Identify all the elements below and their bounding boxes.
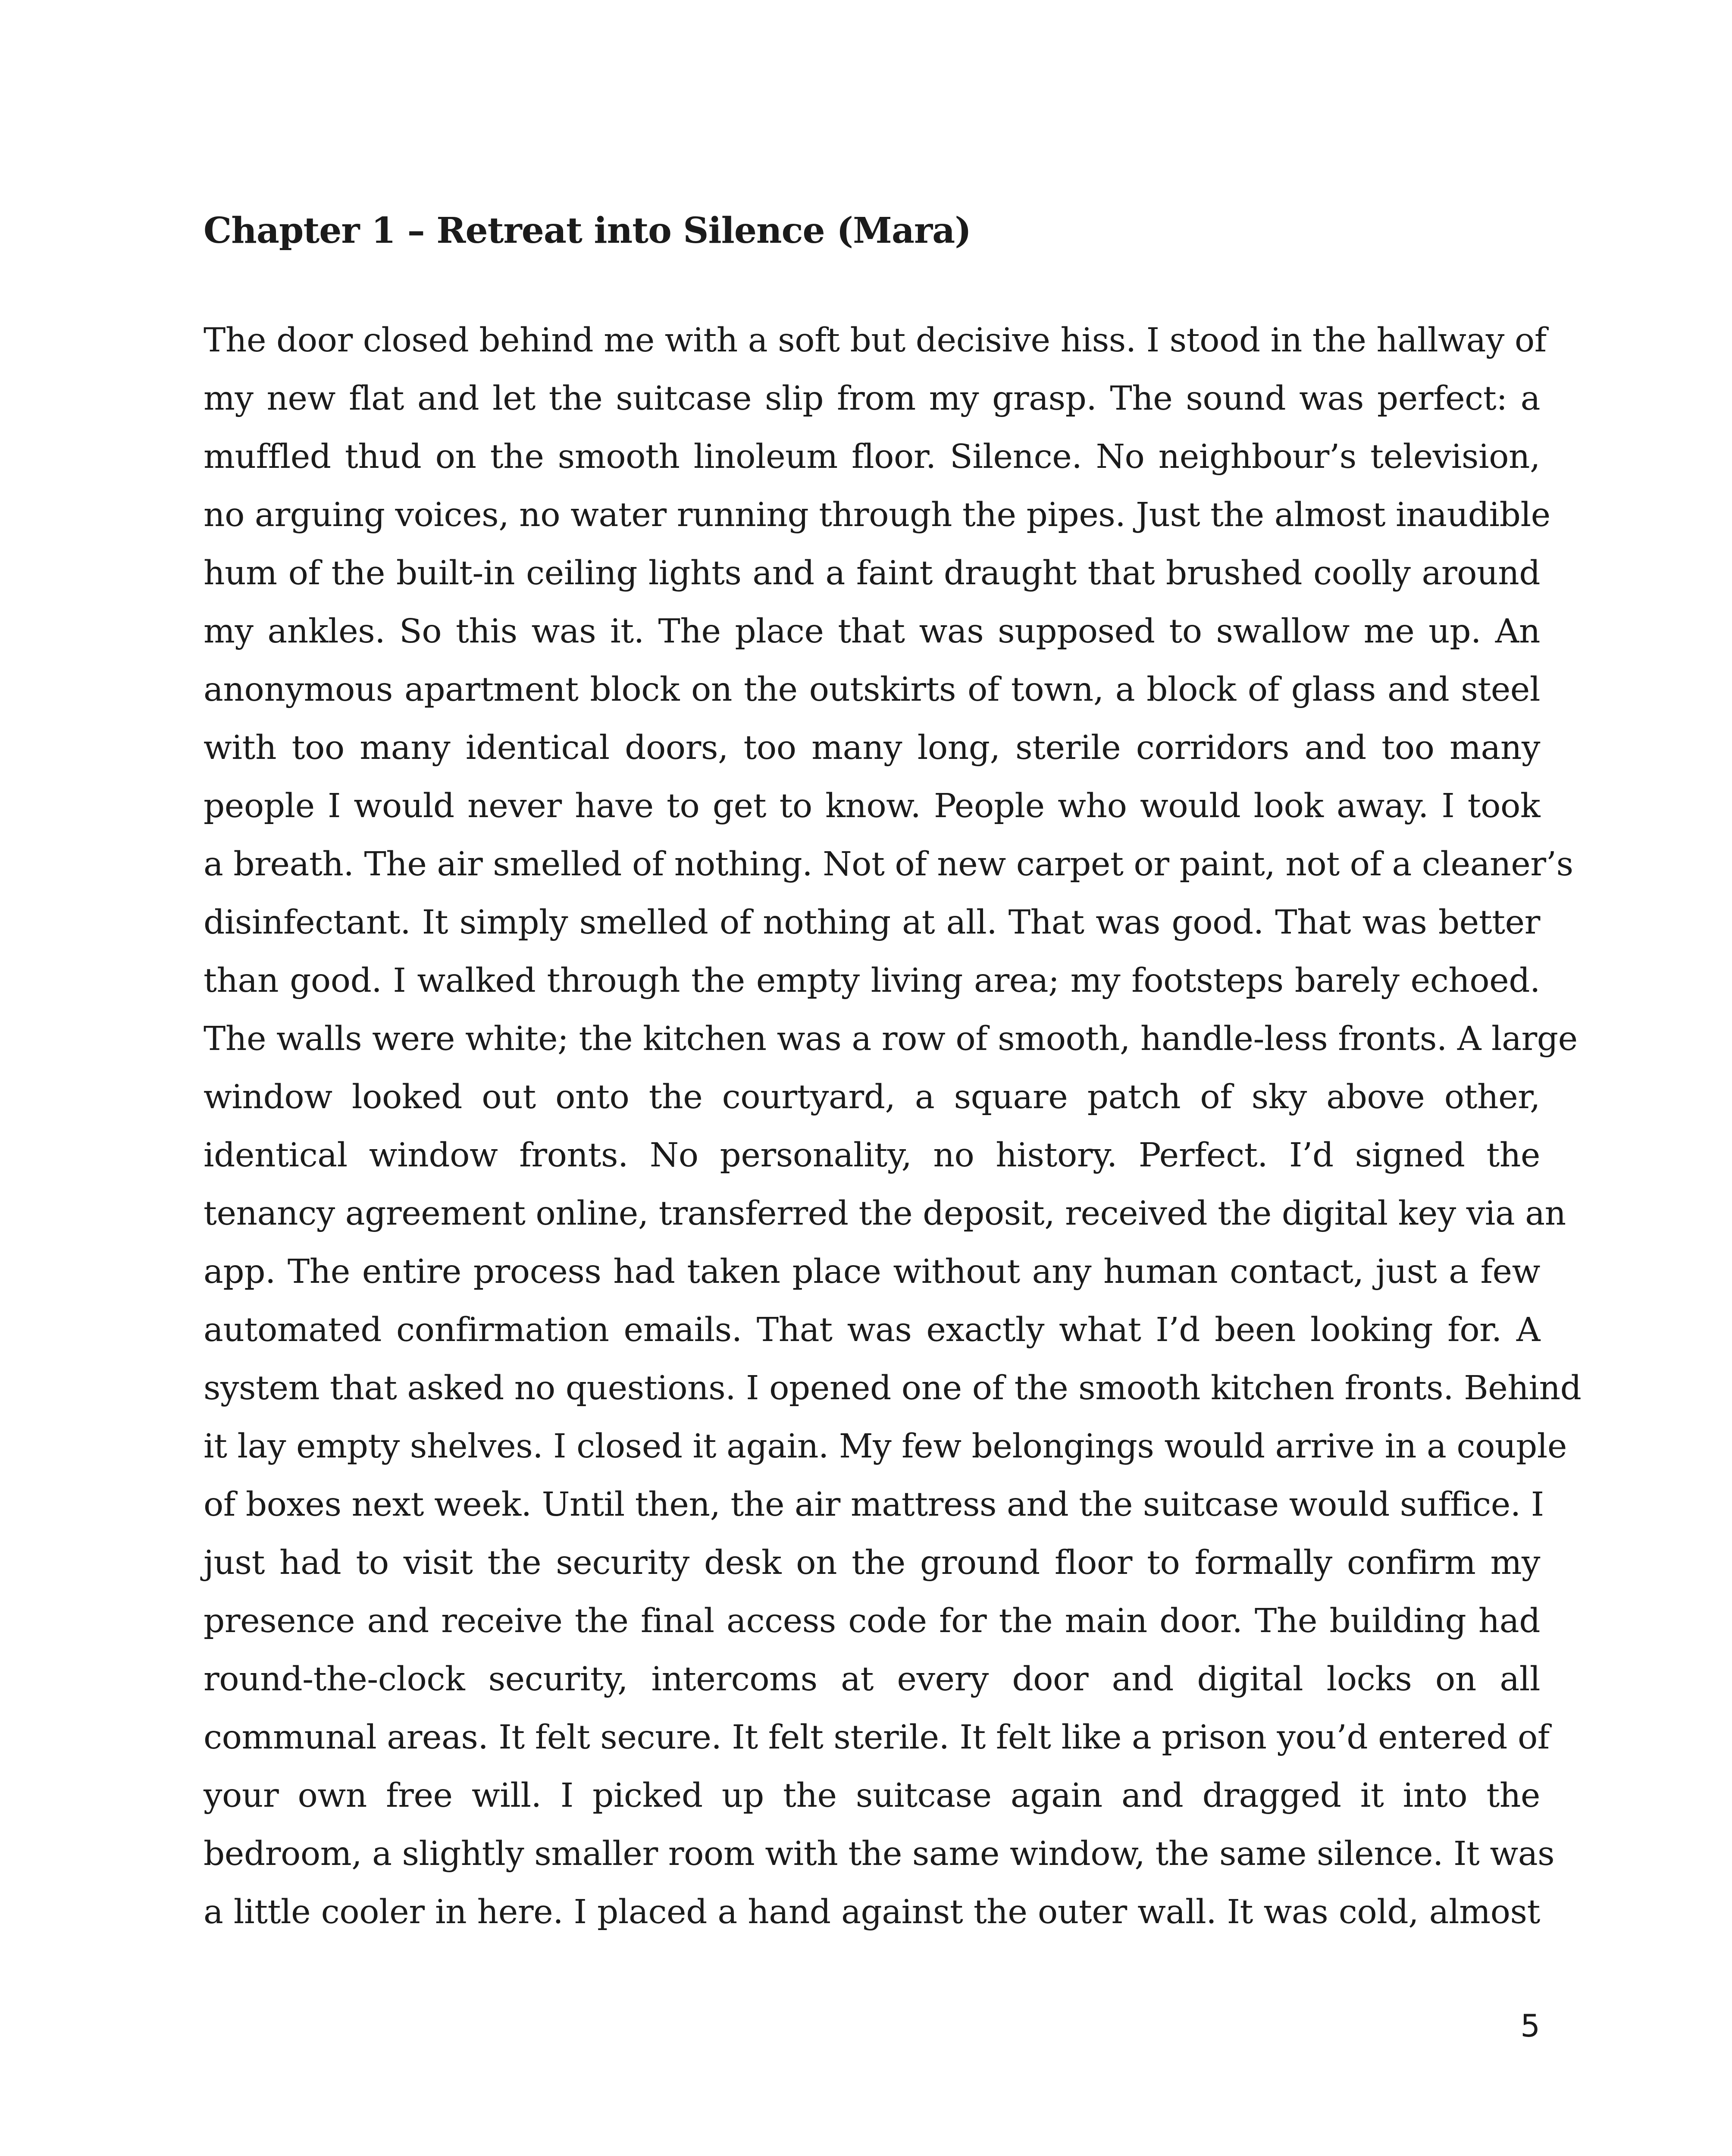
text-line: than good. I walked through the empty living area; my footsteps barely echoed.: [204, 962, 1540, 1000]
text-line: anonymous apartment block on the outskirts of town, a block of glass and steel: [204, 671, 1540, 709]
body-text: [204, 311, 1582, 1941]
text-line: bedroom, a slightly smaller room with the same window, the same silence. It was: [204, 1835, 1555, 1873]
text-line: automated confirmation emails. That was exactly what I’d been looking for. A: [204, 1311, 1540, 1349]
text-line: your own free will. I picked up the suitcase again and dragged it into the: [204, 1777, 1540, 1815]
text-line: of boxes next week. Until then, the air mattress and the suitcase would suffice. I: [204, 1485, 1544, 1524]
text-line: people I would never have to get to know. People who would look away. I took: [204, 787, 1540, 825]
text-line: The door closed behind me with a soft but decisive hiss. I stood in the hallway of: [204, 321, 1547, 360]
text-line: disinfectant. It simply smelled of nothing at all. That was good. That was better: [204, 903, 1540, 942]
text-line: The walls were white; the kitchen was a row of smooth, handle-less fronts. A large: [204, 1020, 1578, 1058]
text-line: tenancy agreement online, transferred the deposit, received the digital key via an: [204, 1194, 1566, 1233]
text-line: it lay empty shelves. I closed it again. My few belongings would arrive in a couple: [204, 1427, 1567, 1466]
text-line: no arguing voices, no water running through the pipes. Just the almost inaudible: [204, 496, 1550, 534]
text-line: communal areas. It felt secure. It felt sterile. It felt like a prison you’d entered of: [204, 1718, 1550, 1757]
text-line: presence and receive the final access code for the main door. The building had: [204, 1602, 1540, 1640]
text-line: with too many identical doors, too many long, sterile corridors and too many: [204, 729, 1540, 767]
text-line: identical window fronts. No personality, no history. Perfect. I’d signed the: [204, 1136, 1540, 1175]
text-line: app. The entire process had taken place without any human contact, just a few: [204, 1253, 1540, 1291]
text-line: window looked out onto the courtyard, a square patch of sky above other,: [204, 1078, 1540, 1116]
text-line: a little cooler in here. I placed a hand against the outer wall. It was cold, almost: [204, 1893, 1540, 1931]
text-line: a breath. The air smelled of nothing. Not of new carpet or paint, not of a cleaner’s: [204, 845, 1573, 884]
chapter-title: Chapter 1 – Retreat into Silence (Mara): [204, 210, 971, 251]
text-line: my ankles. So this was it. The place that was supposed to swallow me up. An: [204, 612, 1540, 651]
text-line: muffled thud on the smooth linoleum floor. Silence. No neighbour’s television,: [204, 438, 1540, 476]
text-line: just had to visit the security desk on the ground floor to formally confirm my: [204, 1544, 1540, 1582]
text-line: my new flat and let the suitcase slip from my grasp. The sound was perfect: a: [204, 379, 1540, 418]
text-line: hum of the built-in ceiling lights and a faint draught that brushed coolly around: [204, 554, 1540, 592]
text-line: round-the-clock security, intercoms at every door and digital locks on all: [204, 1660, 1540, 1698]
text-line: system that asked no questions. I opened one of the smooth kitchen fronts. Behind: [204, 1369, 1582, 1407]
page-number: 5: [1520, 2008, 1540, 2044]
